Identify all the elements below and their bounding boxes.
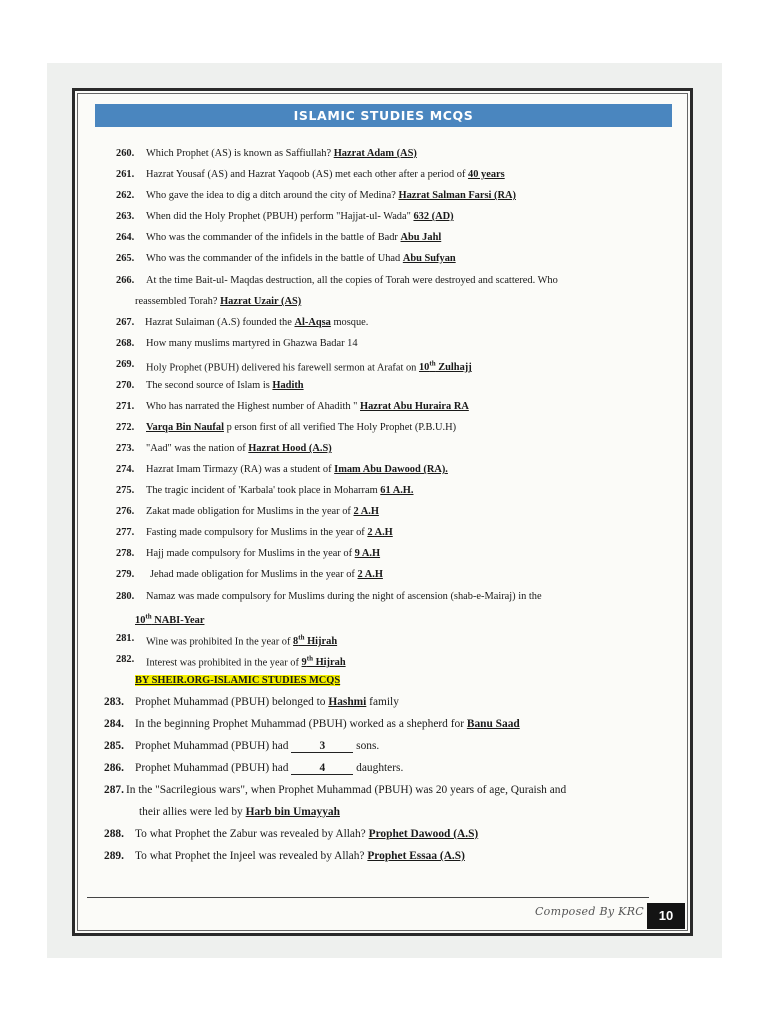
question-text: Namaz was made compulsory for Muslims during the night of ascension (shab-e-Mairaj) in the	[146, 591, 542, 602]
question-text: Who has narrated the Highest number of Ahadith "	[146, 401, 358, 412]
question-number: 284.	[104, 718, 124, 730]
question-number: 265.	[116, 253, 135, 264]
question-number: 289.	[104, 850, 124, 862]
question-text: p erson first of all verified The Holy Prophet (P.B.U.H)	[226, 422, 457, 433]
question-number: 286.	[104, 762, 124, 774]
question-number: 274.	[116, 464, 135, 475]
question-text: How many muslims martyred in Ghazwa Badar 14	[146, 338, 358, 349]
question-text: Hazrat Imam Tirmazy (RA) was a student of	[146, 464, 332, 475]
question-number: 260.	[116, 148, 135, 159]
question-text: At the time Bait-ul- Maqdas destruction, all the copies of Torah were destroyed and scattered. Who	[146, 275, 558, 286]
question-number: 267.	[116, 317, 135, 328]
question-number: 262.	[116, 190, 135, 201]
answer-text: Al-Aqsa	[294, 317, 331, 328]
composed-by-label: Composed By KRC	[534, 905, 644, 918]
question-text: Prophet Muhammad (PBUH) had	[135, 740, 289, 752]
question-number: 283.	[104, 696, 124, 708]
question-number: 276.	[116, 506, 135, 517]
answer-text: 2 A.H	[367, 527, 393, 538]
question-number: 288.	[104, 828, 124, 840]
answer-blank: 4	[291, 762, 353, 775]
question-text: Prophet Muhammad (PBUH) had	[135, 762, 289, 774]
question-text: sons.	[356, 740, 380, 752]
question-number: 282.	[116, 654, 135, 665]
answer-text: Hazrat Abu Huraira RA	[360, 401, 469, 412]
answer-text: Hazrat Adam (AS)	[333, 148, 417, 159]
question-text: Who was the commander of the infidels in the battle of Uhad	[146, 253, 401, 264]
answer-text: Hazrat Hood (A.S)	[248, 443, 332, 454]
question-text: Fasting made compulsory for Muslims in the year of	[146, 527, 365, 538]
question-number: 287.	[104, 784, 124, 796]
question-number: 279.	[116, 569, 135, 580]
question-text: Who gave the idea to dig a ditch around the city of Medina?	[146, 190, 396, 201]
answer-text: 40 years	[468, 169, 505, 180]
question-number: 281.	[116, 633, 135, 644]
question-text: Holy Prophet (PBUH) delivered his farewell sermon at Arafat on	[146, 362, 417, 374]
answer-text: 9 A.H	[354, 548, 381, 559]
question-text: Hazrat Yousaf (AS) and Hazrat Yaqoob (AS) met each other after a period of	[146, 169, 466, 180]
question-text: mosque.	[333, 317, 369, 328]
question-number: 272.	[116, 422, 135, 433]
question-text: The tragic incident of 'Karbala' took place in Moharram	[146, 485, 378, 496]
answer-text: Harb bin Umayyah	[245, 806, 340, 818]
answer-text: 2 A.H	[357, 569, 383, 580]
question-text: When did the Holy Prophet (PBUH) perform "Hajjat-ul- Wada"	[146, 211, 411, 222]
answer-text: Abu Sufyan	[402, 253, 456, 264]
question-text: Interest was prohibited in the year of	[146, 657, 299, 669]
answer-text: Banu Saad	[466, 718, 520, 730]
answer-text: 9th Hijrah	[301, 655, 346, 669]
answer-text: 8th Hijrah	[293, 634, 338, 648]
question-text: daughters.	[356, 762, 404, 774]
question-text: To what Prophet the Zabur was revealed by Allah?	[135, 828, 366, 840]
question-number: 278.	[116, 548, 135, 559]
question-text: Prophet Muhammad (PBUH) belonged to	[135, 696, 326, 708]
answer-text: Hazrat Uzair (AS)	[220, 296, 302, 307]
question-text: Hajj made compulsory for Muslims in the year of	[146, 548, 353, 559]
question-number: 275.	[116, 485, 135, 496]
answer-text: Prophet Dawood (A.S)	[368, 828, 479, 840]
question-text: reassembled Torah?	[135, 296, 218, 307]
answer-text: Hadith	[272, 380, 304, 391]
question-text: Hazrat Sulaiman (A.S) founded the	[145, 317, 292, 328]
answer-text: Abu Jahl	[400, 232, 442, 243]
question-text: To what Prophet the Injeel was revealed by Allah?	[135, 850, 365, 862]
question-text: "Aad" was the nation of	[146, 443, 246, 454]
question-text: Zakat made obligation for Muslims in the year of	[146, 506, 351, 517]
question-text: Which Prophet (AS) is known as Saffiullah?	[146, 148, 332, 159]
question-text: Wine was prohibited In the year of	[146, 636, 291, 648]
question-number: 269.	[116, 359, 135, 370]
question-text: In the beginning Prophet Muhammad (PBUH) worked as a shepherd for	[135, 718, 464, 730]
answer-text: Varqa Bin Naufal	[146, 422, 224, 433]
question-number: 266.	[116, 275, 135, 286]
answer-text: 61 A.H.	[380, 485, 414, 496]
answer-text: Hazrat Salman Farsi (RA)	[398, 190, 516, 201]
answer-blank: 3	[291, 740, 353, 753]
page-number: 10	[647, 903, 685, 929]
source-highlight: BY SHEIR.ORG-ISLAMIC STUDIES MCQS	[135, 675, 341, 686]
answer-text: 2 A.H	[353, 506, 379, 517]
question-text: The second source of Islam is	[146, 380, 270, 391]
answer-text: Prophet Essaa (A.S)	[367, 850, 465, 862]
question-number: 263.	[116, 211, 135, 222]
question-number: 271.	[116, 401, 135, 412]
question-text: their allies were led by	[139, 806, 243, 818]
question-number: 270.	[116, 380, 135, 391]
question-number: 280.	[116, 591, 135, 602]
answer-text: 10th Zulhajj	[418, 360, 472, 374]
page-title: ISLAMIC STUDIES MCQS	[95, 104, 672, 127]
question-number: 264.	[116, 232, 135, 243]
answer-text: 632 (AD)	[413, 211, 454, 222]
question-number: 268.	[116, 338, 135, 349]
footer-divider	[87, 897, 649, 898]
question-number: 285.	[104, 740, 124, 752]
question-number: 261.	[116, 169, 135, 180]
question-text: family	[369, 696, 399, 708]
question-text: Who was the commander of the infidels in the battle of Badr	[146, 232, 398, 243]
answer-text: Imam Abu Dawood (RA).	[334, 464, 448, 475]
question-text: In the "Sacrilegious wars", when Prophet Muhammad (PBUH) was 20 years of age, Quraish and	[126, 784, 567, 796]
question-text: Jehad made obligation for Muslims in the year of	[150, 569, 355, 580]
question-number: 273.	[116, 443, 135, 454]
answer-text: Hashmi	[328, 696, 367, 708]
answer-text: 10th NABI-Year	[135, 613, 205, 627]
question-number: 277.	[116, 527, 135, 538]
